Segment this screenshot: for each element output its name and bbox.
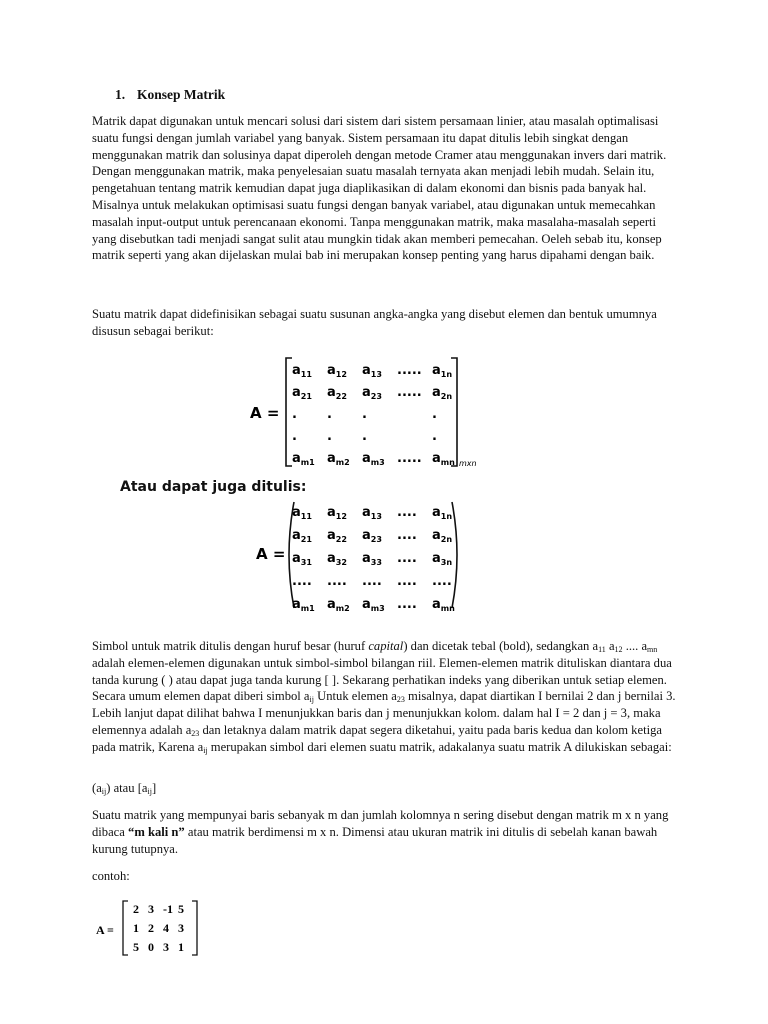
matrix-element: $a_{11}$ (292, 363, 312, 379)
matrix-element: .... (397, 505, 417, 520)
matrix-element: $a_{32}$ (327, 551, 347, 567)
section-title: Konsep Matrik (137, 87, 226, 102)
matrix-element: $a_{31}$ (292, 551, 312, 567)
matrix-element: $a_{m2}$ (327, 451, 350, 467)
example-matrix-figure (92, 897, 212, 959)
matrix-element: 1 (178, 940, 184, 954)
matrix-element: . (362, 407, 367, 422)
paragraph-dimension: Suatu matrik yang mempunyai baris sebanyak m dan jumlah kolomnya n sering disebut dengan matrik m x n yang dibaca “m kali n” atau matrik berdimensi m x n. Dimensi atau ukuran matrik ini ditulis di sebelah kanan bawah kurung tutupnya. (92, 808, 669, 856)
matrix-element: $a_{m3}$ (362, 451, 385, 467)
matrix-element: . (327, 429, 332, 444)
matrix-element: $a_{m3}$ (362, 597, 385, 613)
section-heading (115, 87, 225, 103)
matrix-element: .... (397, 551, 417, 566)
matrix-element: $a_{23}$ (362, 528, 382, 544)
matrix-label: A = (250, 404, 280, 422)
matrix-element: ..... (397, 363, 422, 378)
matrix-element: $a_{2n}$ (432, 385, 453, 401)
notation-line: $(a_{ij})$ atau $[a_{ij}]$ (92, 781, 157, 796)
matrix-elements (292, 363, 455, 467)
paragraph-intro: Matrik dapat digunakan untuk mencari solusi dari sistem dari sistem persamaan linier, atau masalah optimalisasi suatu fungsi dengan jumlah variabel yang banyak. Sistem persamaan itu dapat ditulis lebih singkat dengan menggunakan matrik dan solusinya dapat diperoleh dengan metode Cramer atau menggunakan invers dari matrik. Dengan menggunakan matrik, maka penyelesaian suatu masalah ternyata akan menjadi lebih mudah. Selain itu, pengetahuan tentang matrik kemudian dapat juga diaplikasikan di dalam ekonomi dan bisnis pada banyak hal. Misalnya untuk melakukan optimisasi suatu fungsi dengan banyak variabel, atau digunakan untuk memecahkan masalah input-output untuk perencanaan ekonomi. Tanpa menggunakan matrik, maka masalaha-masalah seperti yang disebutkan tadi menjadi sangat sulit atau mungkin tidak akan memberi pemecahan. Oeleh sebab itu, konsep matrik seperti yang akan dijelaskan mulai bab ini merupakan konsep penting yang harus dipahami dengan baik. (92, 114, 667, 263)
matrix-element: . (362, 429, 367, 444)
matrix-element: $a_{m1}$ (292, 597, 315, 613)
dimension-subscript: mxn (459, 459, 477, 468)
matrix-element: 2 (148, 921, 154, 935)
matrix-element: .... (397, 528, 417, 543)
general-matrix-figure-paren (248, 496, 478, 614)
matrix-element: 5 (133, 940, 139, 954)
matrix-label: A = (96, 923, 114, 937)
matrix-element: $a_{33}$ (362, 551, 382, 567)
matrix-element: $a_{2n}$ (432, 528, 453, 544)
matrix-element: $a_{21}$ (292, 385, 312, 401)
matrix-element: $a_{12}$ (327, 363, 347, 379)
matrix-element: $a_{3n}$ (432, 551, 453, 567)
matrix-element: $a_{23}$ (362, 385, 382, 401)
paragraph-symbol: Simbol untuk matrik ditulis dengan huruf besar (huruf capital) dan dicetak tebal (bold), sedangkan $a_{11}$ $a_{12}$ .... $a_{mn}$ adalah elemen-elemen digunakan untuk simbol-simbol bilangan riil. Elemen-elemen matrik dituliskan diantara dua tanda kurung ( ) atau dapat juga tanda kurung [ ]. Sekarang perhatikan indeks yang diberikan untuk setiap elemen. Secara umum elemen dapat diberi simbol $a_{ij}$ Untuk elemen $a_{23}$ misalnya, dapat diartikan I bernilai 2 dan j bernilai 3. Lebih lanjut dapat dilihat bahwa I menunjukkan baris dan j menunjukkan kolom. dalam hal I = 2 dan j = 3, maka elemennya adalah $a_{23}$ dan letaknya dalam matrik dapat segera diketahui, yaitu pada baris kedua dan kolom ketiga pada matrik, Karena $a_{ij}$ merupakan simbol dari elemen suatu matrik, adakalanya suatu matrik A dilukiskan sebagai: (92, 639, 676, 755)
matrix-element: $a_{22}$ (327, 385, 347, 401)
general-matrix-figure (248, 352, 498, 472)
matrix-element: $a_{13}$ (362, 363, 382, 379)
matrix-element: . (292, 407, 297, 422)
matrix-element: .... (397, 574, 417, 589)
section-number: 1. (115, 87, 126, 102)
matrix-element: 3 (178, 921, 184, 935)
matrix-element: 2 (133, 902, 139, 916)
matrix-elements (292, 505, 455, 613)
matrix-element: 3 (148, 902, 154, 916)
matrix-element: $a_{1n}$ (432, 363, 453, 379)
matrix-element: 1 (133, 921, 139, 935)
matrix-label: A = (256, 545, 286, 563)
matrix-element: 3 (163, 940, 169, 954)
matrix-element: .... (362, 574, 382, 589)
left-bracket (123, 901, 128, 955)
matrix-element: $a_{11}$ (292, 505, 312, 521)
matrix-element: $a_{mn}$ (432, 597, 455, 613)
matrix-element: -1 (163, 902, 173, 916)
matrix-element: $a_{mn}$ (432, 451, 455, 467)
matrix-element: 0 (148, 940, 154, 954)
matrix-element: . (327, 407, 332, 422)
matrix-element: .... (292, 574, 312, 589)
alternative-label: Atau dapat juga ditulis: (120, 479, 307, 495)
example-label: contoh: (92, 869, 130, 883)
matrix-element: $a_{12}$ (327, 505, 347, 521)
paragraph-definition: Suatu matrik dapat didefinisikan sebagai suatu susunan angka-angka yang disebut elemen dan bentuk umumnya disusun sebagai berikut: (92, 307, 657, 338)
matrix-element: . (432, 407, 437, 422)
matrix-element: $a_{m2}$ (327, 597, 350, 613)
matrix-element: .... (397, 597, 417, 612)
matrix-element: ..... (397, 451, 422, 466)
matrix-element: 4 (163, 921, 169, 935)
matrix-element: 5 (178, 902, 184, 916)
matrix-element: $a_{22}$ (327, 528, 347, 544)
matrix-elements (133, 902, 184, 954)
matrix-element: $a_{21}$ (292, 528, 312, 544)
matrix-element: $a_{13}$ (362, 505, 382, 521)
matrix-element: $a_{1n}$ (432, 505, 453, 521)
matrix-element: .... (432, 574, 452, 589)
matrix-element: . (292, 429, 297, 444)
right-bracket (192, 901, 197, 955)
matrix-element: . (432, 429, 437, 444)
matrix-element: ..... (397, 385, 422, 400)
matrix-element: $a_{m1}$ (292, 451, 315, 467)
right-paren (452, 502, 457, 608)
matrix-element: .... (327, 574, 347, 589)
